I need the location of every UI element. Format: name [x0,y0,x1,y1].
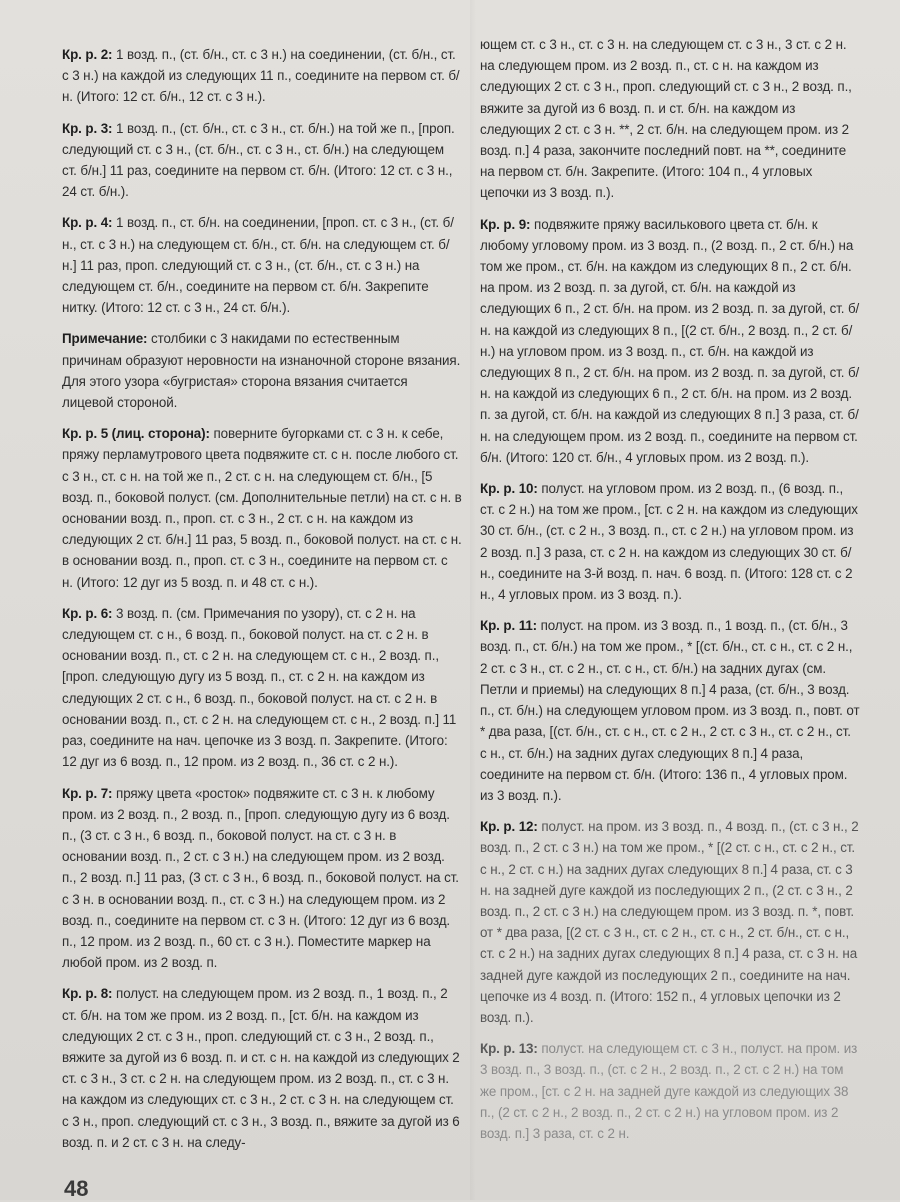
row-text: поверните бугорками ст. с 3 н. к себе, пряжу перламутрового цвета подвяжите ст. с н. после любого ст. с 3 н., ст. с н. на той же п., 2 ст. с н. на следующем ст. б/н., [5 возд. п., боковой полуст. (см. Дополнительные петли) на ст. с н. в основании возд. п., проп. ст. с 3 н., 2 ст. с н. на каждом из следующих 2 ст. б/н.] 11 раз, 5 возд. п., боковой полуст. на ст. с н. в основании возд. п., проп. ст. с 3 н., соедините на первом ст. с н. (Итого: 12 дуг из 5 возд. п. и 48 ст. с н.). [62,426,462,590]
row-3-paragraph [62,118,462,203]
row-label: Кр. р. 9: [480,216,531,232]
row-7-paragraph [62,783,462,974]
note-paragraph [62,328,462,413]
row-text: полуст. на угловом пром. из 2 возд. п., (6 возд. п., ст. с 2 н.) на том же пром., [ст. с 2 н. на каждом из следующих 30 ст. б/н., (ст. с 2 н., 3 возд. п., ст. с 2 н.) на угловом пром. из 2 возд. п.] 3 раза, ст. с 2 н. на каждом из следующих 30 ст. б/н., соедините на 3-й возд. п. нач. 6 возд. п. (Итого: 128 ст. с 2 н., 4 угловых пром. из 3 возд. п.). [480,481,858,603]
row-6-paragraph [62,603,462,773]
note-text: столбики с 3 накидами по естественным причинам образуют неровности на изнаночной стороне вязания. Для этого узора «бугристая» сторона вязания считается лицевой стороной. [62,331,461,411]
note-label: Примечание: [62,331,148,347]
row-text: 3 возд. п. (см. Примечания по узору), ст. с 2 н. на следующем ст. с н., 6 возд. п., боковой полуст. на ст. с 2 н. в основании возд. п., ст. с 2 н. на следующем ст. с н., 2 возд. п., [проп. следующую дугу из 5 возд. п., ст. с 2 н. на каждом из следующих 2 ст. с н., 6 возд. п., боковой полуст. на ст. с 2 н. в основании возд. п., ст. с 2 н. на следующем ст. с н., 2 возд. п.] 11 раз, соедините на нач. цепочке из 3 возд. п. Закрепите. (Итого: 12 дуг из 6 возд. п., 12 пром. из 2 возд. п., 36 ст. с 2 н.). [62,605,457,770]
row-label: Кр. р. 12: [480,819,538,835]
row-8-paragraph [62,983,462,1153]
row-2-paragraph [62,44,462,108]
row-label: Кр. р. 13: [480,1041,538,1057]
row-10-paragraph [480,478,860,605]
row-12-paragraph [480,816,860,1028]
row-4-paragraph [62,212,462,318]
right-column [480,34,860,1154]
row-text: 1 возд. п., ст. б/н. на соединении, [проп. ст. с 3 н., (ст. б/н., ст. с 3 н.) на следующем ст. б/н., ст. б/н. на следующем ст. б/н.] 11 раз, проп. следующий ст. с 3 н., (ст. б/н., ст. с 3 н.) на следующем ст. б/н., соедините на первом ст. б/н. Закрепите нитку. (Итого: 12 ст. с 3 н., 24 ст. б/н.). [62,215,454,316]
row-label: Кр. р. 8: [62,986,113,1002]
page-number: 48 [64,1176,89,1201]
row-text: полуст. на пром. из 3 возд. п., 4 возд. п., (ст. с 3 н., 2 возд. п., 2 ст. с 3 н.) на том же пром., * [(2 ст. с н., ст. с 2 н., ст. с н., 2 ст. с н.) на задних дугах следующих 8 п.] 4 раза, ст. с 3 н. на задней дуге каждой из последующих 2 п., (2 ст. с 3 н., 2 возд. п., 2 ст. с 3 н.) на следующем пром. из 3 возд. п. *, повт. от * два раза, [(2 ст. с 3 н., ст. с 2 н., ст. с н., 2 ст. б/н., ст. с н., ст. с 2 н.) на задних дугах следующих 8 п.] 4 раза, ст. с 3 н. на задней дуге каждой из последующих 2 п., соедините на нач. цепочке из 4 возд. п. (Итого: 152 п., 4 угловых цепочки из 2 возд. п.). [480,819,859,1025]
row-9-paragraph [480,214,860,468]
row-label: Кр. р. 11: [480,618,538,634]
row-5-paragraph [62,423,462,593]
row-label: Кр. р. 3: [62,120,113,136]
row-label: Кр. р. 4: [62,215,113,231]
row-text: подвяжите пряжу василькового цвета ст. б/н. к любому угловому пром. из 3 возд. п., (2 возд. п., 2 ст. б/н.) на том же пром., ст. б/н. на каждом из следующих 8 п., 2 ст. б/н. на пром. из 2 возд. п. за дугой, ст. б/н. на каждой из следующих 6 п., 2 ст. б/н. на пром. из 2 возд. п. за дугой, ст. б/н. на каждой из следующих 8 п., [(2 ст. б/н., 2 возд. п., 2 ст. б/н.) на угловом пром. из 3 возд. п., ст. б/н. на каждой из следующих 8 п., 2 ст. б/н. на пром. из 2 возд. п. за дугой, ст. б/н. на каждой из следующих 6 п., 2 ст. б/н. на пром. из 2 возд. п. за дугой, ст. б/н. на каждой из следующих 8 п.] 3 раза, ст. б/н. на следующем пром. из 2 возд. п., соедините на первом ст. б/н. (Итого: 120 ст. б/н., 4 угловых пром. из 2 возд. п.). [480,216,860,465]
row-label: Кр. р. 6: [62,605,113,621]
row-13-paragraph [480,1038,860,1144]
row-text: полуст. на следующем ст. с 3 н., полуст. на пром. из 3 возд. п., 3 возд. п., (ст. с 2 н., 2 возд. п., 2 ст. с 2 н.) на том же пром., [ст. с 2 н. на задней дуге каждой из следующих 38 п., (2 ст. с 2 н., 2 возд. п., 2 ст. с 2 н.) на угловом пром. из 2 возд. п.] 3 раза, ст. с 2 н. [480,1041,858,1141]
row-text: пряжу цвета «росток» подвяжите ст. с 3 н. к любому пром. из 2 возд. п., 2 возд. п., [проп. следующую дугу из 6 возд. п., (3 ст. с 3 н., 6 возд. п., боковой полуст. на ст. с 3 н. в основании возд. п., 2 ст. с 3 н.) на следующем пром. из 2 возд. п., 2 возд. п.] 11 раз, (3 ст. с 3 н., 6 возд. п., боковой полуст. на ст. с 3 н. в основании возд. п., ст. с 3 н.) на следующем пром. из 2 возд. п., соедините на первом ст. с 3 н. (Итого: 12 дуг из 6 возд. п., 12 пром. из 2 возд. п., 60 ст. с 3 н.). Поместите маркер на любой пром. из 2 возд. п. [62,785,459,971]
row-11-paragraph [480,615,860,806]
row-label: Кр. р. 10: [480,481,538,497]
row-label: Кр. р. 2: [62,47,113,62]
left-column [62,44,462,1163]
row-8-continued-paragraph [480,34,860,204]
row-label: Кр. р. 7: [62,785,113,801]
row-label: Кр. р. 5 (лиц. сторона): [62,426,210,442]
row-text: ющем ст. с 3 н., ст. с 3 н. на следующем ст. с 3 н., 3 ст. с 2 н. на следующем пром. из 2 возд. п., ст. с н. на каждом из следующих 2 ст. с 3 н., проп. следующий ст. с 3 н., 2 возд. п., вяжите за дугой из 6 возд. п. и ст. б/н. на каждом из следующих 2 ст. с 3 н. **, 2 ст. б/н. на следующем пром. из 2 возд. п.] 4 раза, закончите последний повт. на **, соедините на первом ст. б/н. Закрепите. (Итого: 104 п., 4 угловых цепочки из 3 возд. п.). [480,37,852,201]
row-text: полуст. на следующем пром. из 2 возд. п., 1 возд. п., 2 ст. б/н. на том же пром. из 2 возд. п., [ст. б/н. на каждом из следующих 2 ст. с 3 н., проп. следующий ст. с 3 н., 2 возд. п., вяжите за дугой из 6 возд. п. и ст. с н. на каждой из следующих 2 ст. с 3 н., 3 ст. с 2 н. на следующем пром. из 2 возд. п., ст. с 3 н. на каждом из следующих ст. с 3 н., 2 ст. с 3 н. на следующем ст. с 3 н., проп. следующий ст. с 3 н., 3 возд. п., вяжите за дугой из 6 возд. п. и 2 ст. с 3 н. на следу- [62,986,460,1150]
page-gutter [470,0,476,1200]
row-text: 1 возд. п., (ст. б/н., ст. с 3 н.) на соединении, (ст. б/н., ст. с 3 н.) на каждой из следующих 11 п., соедините на первом ст. б/н. (Итого: 12 ст. б/н., 12 ст. с 3 н.). [62,47,460,105]
row-text: полуст. на пром. из 3 возд. п., 1 возд. п., (ст. б/н., 3 возд. п., ст. б/н.) на том же пром., * [(ст. б/н., ст. с н., ст. с 2 н., 2 ст. с 3 н., ст. с 2 н., ст. с н., ст. б/н.) на задних дугах (см. Петли и приемы) на следующих 8 п.] 4 раза, (ст. б/н., 3 возд. п., ст. б/н.) на следующем угловом пром. из 3 возд. п., повт. от * два раза, [(ст. б/н., ст. с н., ст. с 2 н., 2 ст. с 3 н., ст. с 2 н., ст. с н., ст. б/н.) на задних дугах следующих 8 п.] 4 раза, соедините на первом ст. б/н. (Итого: 136 п., 4 угловых пром. из 3 возд. п.). [480,618,860,803]
row-text: 1 возд. п., (ст. б/н., ст. с 3 н., ст. б/н.) на той же п., [проп. следующий ст. с 3 н., (ст. б/н., ст. с 3 н., ст. б/н.) на следующем ст. б/н.] 11 раз, соедините на первом ст. б/н. (Итого: 12 ст. с 3 н., 24 ст. б/н.). [62,120,455,200]
